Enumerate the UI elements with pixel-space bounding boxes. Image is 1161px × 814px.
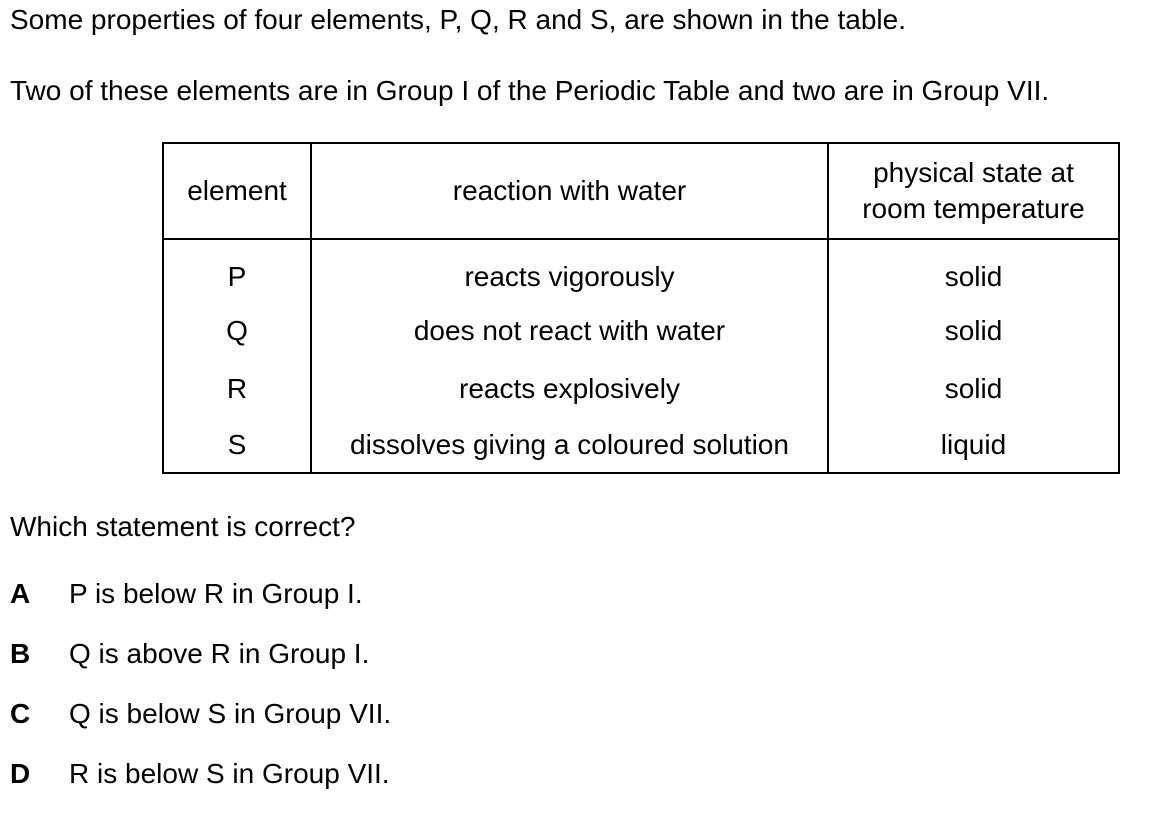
header-state-line-1: physical state at xyxy=(873,157,1074,188)
cell-element: P xyxy=(163,239,311,302)
cell-state: solid xyxy=(828,360,1119,418)
table-header-row xyxy=(163,143,1119,239)
option-text: Q is above R in Group I. xyxy=(69,638,370,669)
cell-reaction: does not react with water xyxy=(311,302,828,360)
option-text: R is below S in Group VII. xyxy=(69,758,390,789)
cell-reaction: reacts vigorously xyxy=(311,239,828,302)
option-key: A xyxy=(10,578,31,609)
cell-state: solid xyxy=(828,302,1119,360)
table-row xyxy=(163,360,1119,418)
header-element: element xyxy=(163,143,311,239)
intro-line-2: Two of these elements are in Group I of the Periodic Table and two are in Group VII. xyxy=(10,75,1050,106)
option-key: C xyxy=(10,698,31,729)
table-row xyxy=(163,418,1119,473)
question-text: Which statement is correct? xyxy=(10,511,356,542)
cell-reaction: reacts explosively xyxy=(311,360,828,418)
option-text: Q is below S in Group VII. xyxy=(69,698,392,729)
table-row xyxy=(163,302,1119,360)
cell-element: S xyxy=(163,418,311,473)
cell-state: solid xyxy=(828,239,1119,302)
properties-table xyxy=(162,142,1120,474)
table-row xyxy=(163,239,1119,302)
option-key: D xyxy=(10,758,31,789)
option-key: B xyxy=(10,638,31,669)
option-text: P is below R in Group I. xyxy=(69,578,363,609)
cell-element: Q xyxy=(163,302,311,360)
header-state-line-2: room temperature xyxy=(862,193,1085,224)
header-reaction: reaction with water xyxy=(311,143,828,239)
cell-element: R xyxy=(163,360,311,418)
intro-line-1: Some properties of four elements, P, Q, R and S, are shown in the table. xyxy=(10,4,906,35)
cell-reaction: dissolves giving a coloured solution xyxy=(311,418,828,473)
cell-state: liquid xyxy=(828,418,1119,473)
header-physical-state xyxy=(828,143,1119,239)
